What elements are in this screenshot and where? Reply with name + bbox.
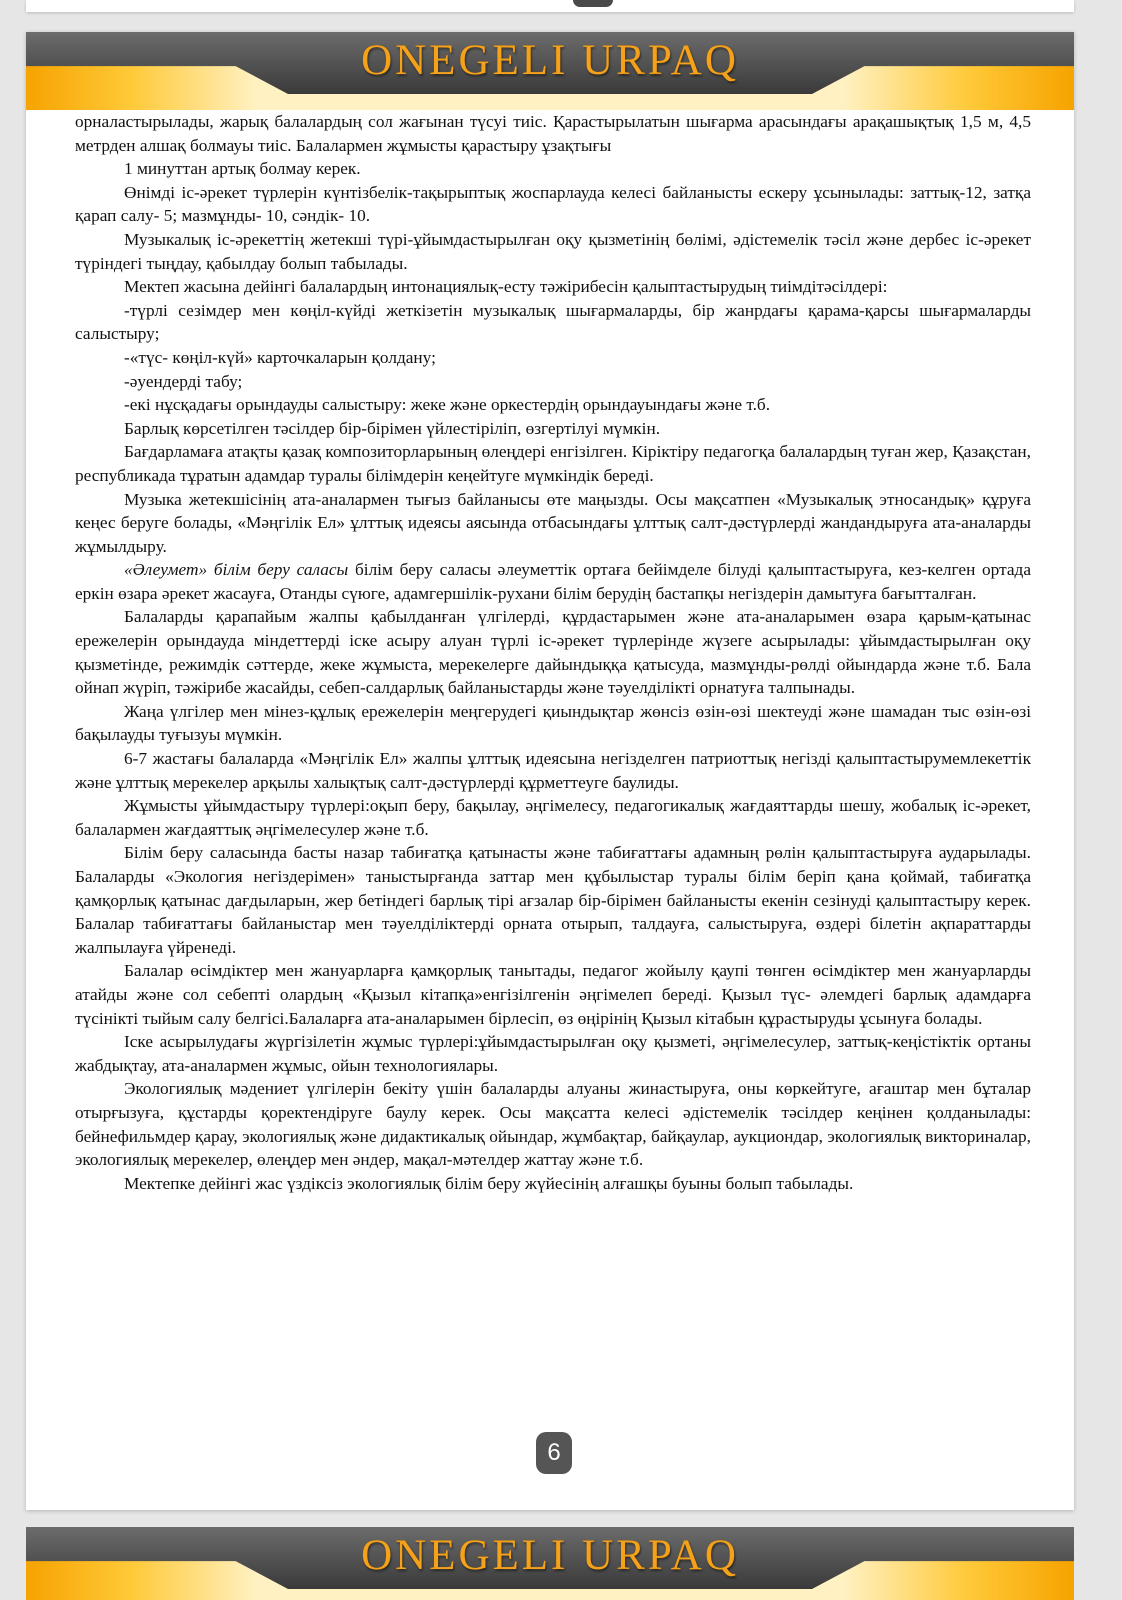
paragraph: [75, 558, 1031, 605]
paragraph: Жұмысты ұйымдастыру түрлері:оқып беру, бақылау, әңгімелесу, педагогикалық жағдаяттарды шешу, жобалық іс-әрекет, балалармен жағдаяттық әңгімелесулер және т.б.: [75, 796, 1031, 839]
paragraph: -«түс- көңіл-күй» карточкаларын қолдану;: [124, 347, 436, 367]
paragraph: Балаларды қарапайым жалпы қабылданған үлгілерді, құрдастарымен және ата-аналарымен өзара қарым-қатынас ережелерін орындауда міндеттерді іске асыру алуан түрлі іс-әрекет түрлерінде жүзеге асырылады: ұйымдастырылған оқу қызметінде, режимдік сәттерде, жеке жұмыста, мерекелерге дайындыққа қатысуда, мазмұнды-рөлді ойындарда және т.б. Бала ойнап жүріп, тәжірибе жасайды, себеп-салдарлық байланыстарды және тәуелділікті орнатуға талпынады.: [75, 607, 1031, 698]
paragraph: Жаңа үлгілер мен мінез-құлық ережелерін меңгерудегі қиындықтар жөнсіз өзін-өзі шектеуді және шамадан тыс өзін-өзі бақылауды туғызуы мүмкін.: [75, 701, 1031, 745]
paragraph: 6-7 жастағы балаларда «Мәңгілік Ел» жалпы ұлттық идеясына негізделген патриоттық негізді қалыптастырумемлекеттік және ұлттық мерекелер арқылы халықтық салт-дәстүрлерді құрметтеуге баулиды.: [75, 749, 1031, 792]
paragraph: -әуендерді табу;: [124, 371, 243, 391]
previous-page-number-tab: [573, 0, 613, 7]
page-number-badge: 6: [536, 1432, 572, 1474]
paragraph: Іске асырылудағы жүргізілетін жұмыс түрлері:ұйымдастырылған оқу қызметі, әңгімелесулер, заттық-кеңістіктік ортаны жабдықтау, ата-аналармен жұмыс, ойын технологиялары.: [75, 1032, 1031, 1075]
header-banner: [26, 32, 1074, 110]
italic-lead: «Әлеумет» білім беру саласы: [124, 560, 349, 580]
paragraph: Экологиялық мәдениет үлгілерін бекіту үшін балаларды алуаны жинастыруға, оны көркейтуге, ағаштар мен бұталар отырғызуға, құстарды қоректендіруге баулу керек. Осы мақсатта келесі әдістемелік тәсілдер кеңінен қолданылады: бейнефильмдер қарау, экологиялық және дидактикалық ойындар, жұмбақтар, байқаулар, аукциондар, экологиялық викториналар, экологиялық мерекелер, өлеңдер мен әндер, мақал-мәтелдер жаттау және т.б.: [75, 1079, 1031, 1170]
next-header-title: ONEGELI URPAQ: [361, 1532, 739, 1579]
paragraph: Барлық көрсетілген тәсілдер бір-бірімен үйлестіріліп, өзгертілуі мүмкін.: [124, 418, 661, 438]
previous-page-edge: [26, 0, 1074, 12]
next-page-edge: [26, 1527, 1074, 1600]
paragraph: Балалар өсімдіктер мен жануарларға қамқорлық танытады, педагог жойылу қаупі төнген өсімдіктер мен жануарларды атайды және сол себепті олардың «Қызыл кітапқа»енгізілгенін әңгімелеп береді. Қызыл түс- әлемдегі барлық адамдарға түсінікті тыйым салу белгісі.Балаларға ата-аналарымен бірлесіп, өз өңірінің Қызыл кітабын құрастыруды ұсынуға болады.: [75, 961, 1031, 1028]
paragraph: Өнімді іс-әрекет түрлерін күнтізбелік-тақырыптық жоспарлауда келесі байланысты ескеру ұсынылады: заттық-12, затқа қарап салу- 5; мазмұнды- 10, сәндік- 10.: [75, 182, 1031, 226]
header-title: ONEGELI URPAQ: [361, 37, 739, 84]
paragraph: -түрлі сезімдер мен көңіл-күйді жеткізетін музыкалық шығармаларды, бір жанрдағы қарама-қарсы шығармаларды салыстыру;: [75, 300, 1031, 344]
paragraph: орналастырылады, жарық балалардың сол жағынан түсуі тиіс. Қарастырылатын шығарма арасындағы арақашықтық 1,5 м, 4,5 метрден алшақ болмауы тиіс. Балалармен жұмысты қарастыру ұзақтығы: [75, 112, 1031, 155]
paragraph: Музыка жетекшісінің ата-аналармен тығыз байланысы өте маңызды. Осы мақсатпен «Музыкалық этносандық» құруға кеңес беруге болады, «Мәңгілік Ел» ұлттық идеясы аясында отбасындағы ұлттық салт-дәстүрлерді жандандыруға ата-аналарды жұмылдыру.: [75, 489, 1031, 556]
document-page: [26, 32, 1074, 1510]
paragraph: Мектепке дейінгі жас үздіксіз экологиялық білім беру жүйесінің алғашқы буыны болып табылады.: [124, 1173, 854, 1193]
paragraph: 1 минуттан артық болмау керек.: [124, 159, 361, 179]
paragraph: Мектеп жасына дейінгі балалардың интонациялық-есту тәжірибесін қалыптастырудың тиімдітәсілдері:: [124, 277, 888, 297]
paragraph: Бағдарламаға атақты қазақ композиторларының өлеңдері енгізілген. Кіріктіру педагогқа балалардың туған жер, Қазақстан, республикада тұратын адамдар туралы білімдерін кеңейтуге мүмкіндік береді.: [75, 442, 1031, 485]
paragraph: Білім беру саласында басты назар табиғатқа қатынасты және табиғаттағы адамның рөлін қалыптастыруға аударылады. Балаларды «Экология негіздерімен» таныстырғанда заттар мен құбылыстар туралы білім беріп қана қоймай, табиғатқа қамқорлық қатынас дағдыларын, жер бетіндегі барлық тірі ағзалар бір-бірімен байланысты екенін сезінуді қалыптастыру керек. Балалар табиғаттағы байланыстар мен тәуелділіктерді орната отырып, талдауға, салыстыруға, өздері білетін ақпараттарды жалпылауға үйренеді.: [75, 843, 1031, 957]
paragraph-text: білім беру саласы әлеуметтік ортаға бейімделе білуді қалыптастыруға, кез-келген ортада еркін өзара әрекет жасауға, Отанды сүюге, адамгершілік-рухани білім берудің бастапқы негіздерін дамытуға бағытталған.: [75, 560, 1031, 603]
paragraph: -екі нұсқадағы орындауды салыстыру: жеке және оркестердің орындауындағы және т.б.: [124, 395, 771, 415]
next-header-banner: [26, 1527, 1074, 1600]
paragraph: Музыкалық іс-әрекеттің жетекші түрі-ұйымдастырылған оқу қызметінің бөлімі, әдістемелік тәсіл және дербес іс-әрекет түріндегі тыңдау, қабылдау болып табылады.: [75, 229, 1031, 273]
body-text: [75, 110, 1031, 1195]
